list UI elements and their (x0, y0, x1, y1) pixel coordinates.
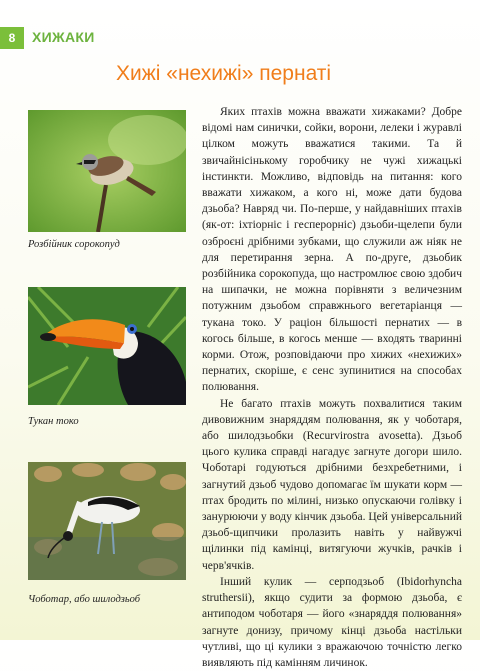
caption-avocet: Чоботар, або шилодзьоб (28, 594, 141, 605)
paragraph: Не багато птахів можуть похвалитися таким дивовижним знаряддям полювання, як у чоботаря, або шилодзьобки (Recurvirostra avosetta). Дзьоб цього кулика справді нагадує загнуте догори шило. Чоботарі годуються дрібними безхребетними, і загнутий дзьоб чудово допомагає їм шукати корм — птах бродить по мілині, низько опускаючи голівку і занурюючи у воду кінчик дзьоба. Цей універсальний дзьоб-щипчики пролазить навіть у найвужчі щілинки під камінці, витягуючи жучків, рачків і черв'ячків. (202, 397, 462, 572)
avocet-photo (28, 462, 186, 580)
page-number: 8 (0, 27, 24, 49)
caption-toucan: Тукан токо (28, 416, 79, 427)
section-title: ХИЖАКИ (32, 29, 95, 45)
paragraph: Яких птахів можна вважати хижаками? Добре відомі нам синички, сойки, ворони, лелеки і журавлі цілком можуть вважатися такими. Та й звичайнісінькому горобчику не чужі хижацькі інстинкти. Можливо, відповідь на питання: кого вважати хижаком, а кого ні, може дати будова дзьоба? Навряд чи. По-перше, у найдавніших птахів (як-от: іхтіорніс і гесперорніс) дзьоби-щелепи були озброєні дрібними зубками, що служили аж ніяк не для перетирання зерна. А по-друге, дзьобик розбійника сорокопуда, що настромлює свою здобич на шипачки, не можна порівняти з величезним потужним дзьобом справжнього вегетаріанця — тукана токо. У раціон більшості пернатих — в когось більше, в когось менше — входять тваринні корми. Отож, розповідаючи про хижих «нехижих» пернатих, скоріше, є сенс зупинитися на способах полювання. (202, 106, 462, 394)
toucan-photo (28, 287, 186, 405)
caption-shrike: Розбійник сорокопуд (28, 239, 120, 250)
paragraph: Інший кулик — серподзьоб (Ibidorhyncha struthersii), якщо судити за формою дзьоба, є антиподом чоботаря — його «знаряддя полювання» загнуте донизу, причому кінці дзьоба настільки чутливі, що ці кулики з вражаючою точністю легко виявляють під камінням личинок. (202, 575, 462, 669)
article-title: Хижі «нехижі» пернаті (116, 62, 332, 85)
article-body (202, 104, 462, 671)
shrike-photo (28, 110, 186, 232)
